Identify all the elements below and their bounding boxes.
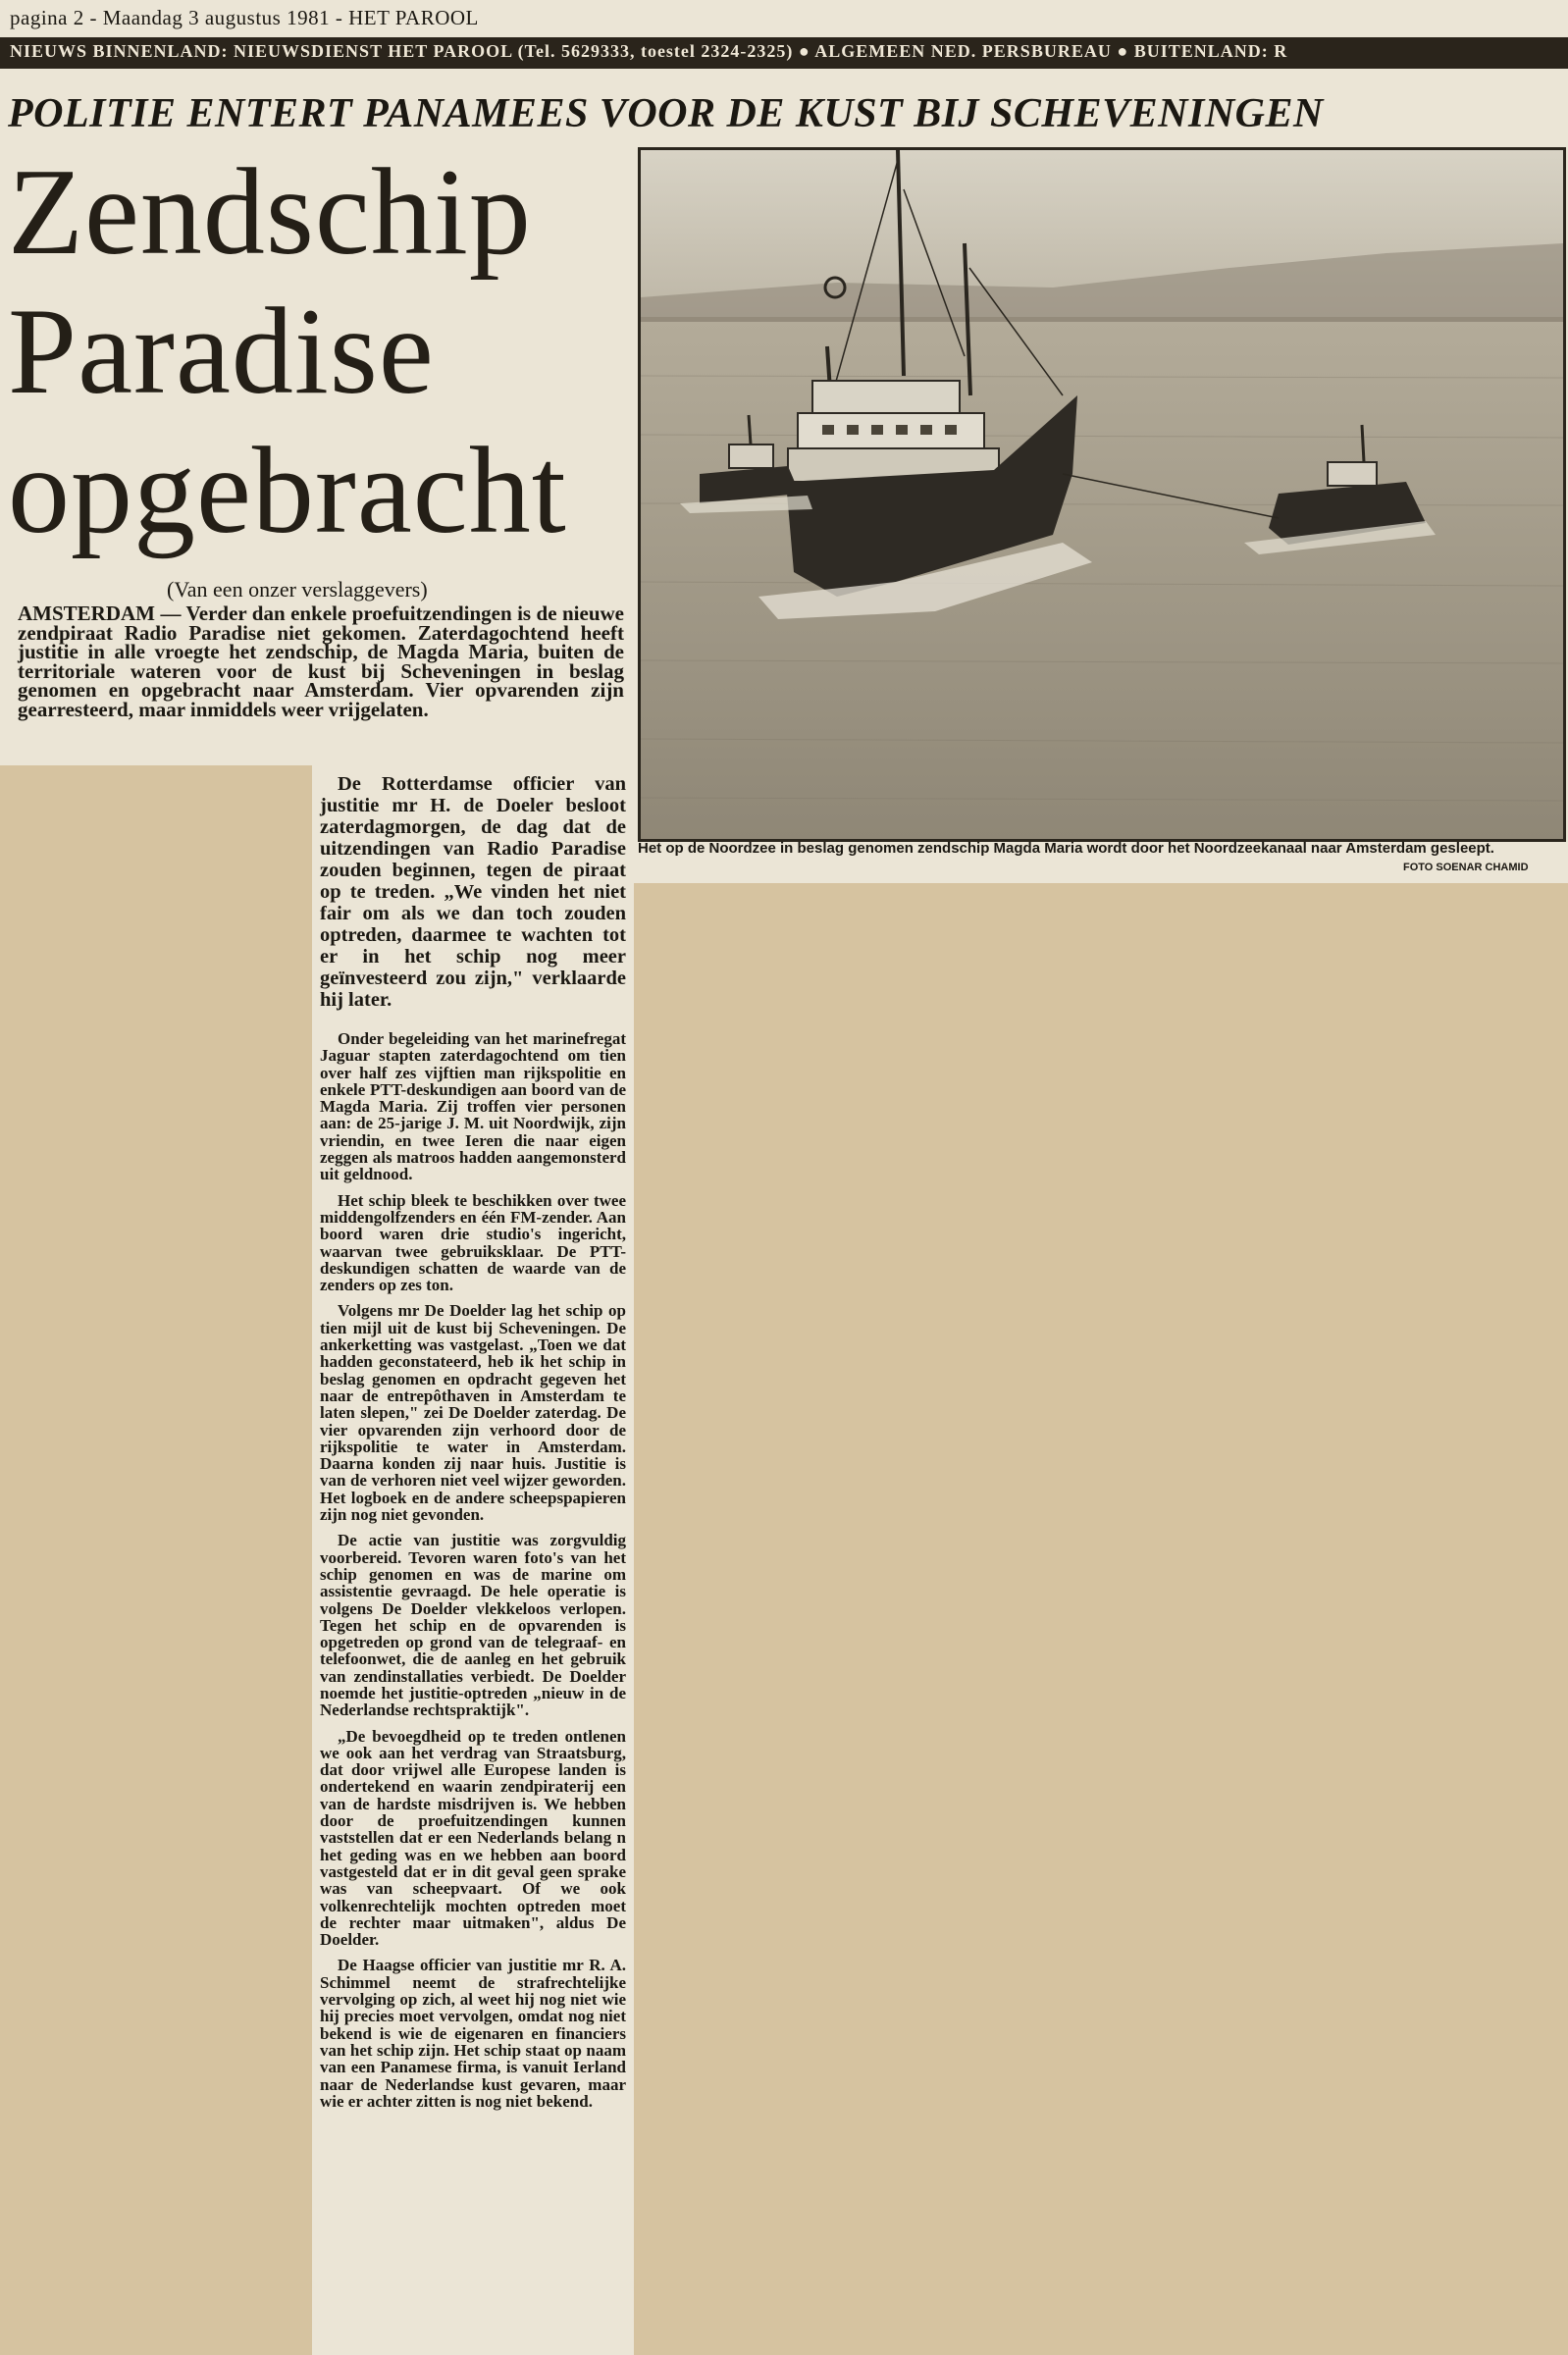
body-paragraph: De Haagse officier van justitie mr R. A. Schimmel neemt de strafrechtelijke vervolging op zich, al weet hij nog niet wie hij precies moet vervolgen, omdat nog niet bekend is wie de eigenaren en financiers van het schip zijn. Het schip staat op naam van een Panamese firma, is vanuit Ierland naar de Nederlandse kust gevaren, maar wie er achter zitten is nog niet bekend. (320, 1956, 626, 2111)
news-photo (638, 147, 1566, 842)
main-headline (8, 143, 626, 561)
body-paragraph: Volgens mr De Doelder lag het schip op tien mijl uit de kust bij Scheveningen. De ankerketting was vastgelast. „Toen we dat hadden geconstateerd, heb ik het schip in beslag genomen en opdracht gegeven het naar de entrepôthaven in Amsterdam te laten slepen," zei De Doelder zaterdag. De vier opvarenden zijn verhoord door de rijkspolitie te water in Amsterdam. Daarna konden zij naar huis. Justitie is van de verhoren niet veel wijzer geworden. Het logboek en de andere scheepspapieren zijn nog niet gevonden. (320, 1301, 626, 1525)
lead-paragraph: AMSTERDAM — Verder dan enkele proefuitzendingen is de nieuwe zendpiraat Radio Paradise niet gekomen. Zaterdagochtend heeft justitie in alle vroegte het zendschip, de Magda Maria, buiten de territoriale wateren voor de kust bij Scheveningen in beslag genomen en opgebracht naar Amsterdam. Vier opvarenden zijn gearresteerd, maar inmiddels weer vrijgelaten. (18, 602, 624, 721)
body-paragraph: „De bevoegdheid op te treden ontlenen we ook aan het verdrag van Straatsburg, dat door vrijwel alle Europese landen is ondertekend en waarin zendpiraterij een van de hardste misdrijven is. We hebben door de proefuitzendingen kunnen vaststellen dat er een Nederlands belang n het geding was en we hebben aan boord vastgesteld dat er in dit geval geen sprake was van scheepvaart. Of we ook volkenrechtelijk mochten optreden moet de rechter maar uitmaken", aldus De Doelder. (320, 1726, 626, 1950)
body-paragraph: Het schip bleek te beschikken over twee middengolfzenders en één FM-zender. Aan boord waren drie studio's ingericht, waarvan twee gebruiksklaar. De PTT-deskundigen schatten de waarde van de zenders op zes ton. (320, 1190, 626, 1295)
section-bar-text: NIEUWS BINNENLAND: NIEUWSDIENST HET PAROOL (Tel. 5629333, toestel 2324-2325) ● ALGEMEEN NED. PERSBUREAU ● BUITENLAND: R (10, 41, 1288, 61)
body-paragraph: De actie van justitie was zorgvuldig voorbereid. Tevoren waren foto's van het schip genomen en was de marine om assistentie gevraagd. De hele operatie is volgens De Doelder vlekkeloos verlopen. Tegen het schip en de opvarenden is opgetreden op grond van de telegraaf- en telefoonwet, die de aanleg en het gebruik van zendinstallaties verbiedt. De Doelder noemde het justitie-optreden „nieuw in de Nederlandse rechtspraktijk". (320, 1531, 626, 1720)
photo-credit: FOTO SOENAR CHAMID (1403, 862, 1529, 873)
headline-line-2: Paradise (8, 284, 435, 420)
headline-line-3: opgebracht (8, 423, 567, 559)
body-paragraph: Onder begeleiding van het marinefregat Jaguar stapten zaterdagochtend om tien over half zes vijftien man rijkspolitie en enkele PTT-deskundigen aan boord van de Magda Maria. Zij troffen vier personen aan: de 25-jarige J. M. uit Noordwijk, zijn vriendin, en twee Ieren die naar eigen zeggen als matroos hadden aangemonsterd uit geldnood. (320, 1029, 626, 1184)
body-paragraph: De Rotterdamse officier van justitie mr H. de Doeler besloot zaterdagmorgen, de dag dat de uitzendingen van Radio Paradise zouden beginnen, tegen de piraat op te treden. „We vinden het niet fair om als we dan toch zouden optreden, daarmee te wachten tot er in het schip nog meer geïnvesteerd zou zijn," verklaarde hij later. (320, 773, 626, 1011)
headline-line-1: Zendschip (8, 144, 532, 281)
article-body-column (320, 773, 626, 2119)
ship-photo-illustration (641, 150, 1563, 839)
kicker-headline: POLITIE ENTERT PANAMEES VOOR DE KUST BIJ SCHEVENINGEN (8, 91, 1324, 136)
sea (641, 322, 1563, 839)
photo-caption: Het op de Noordzee in beslag genomen zendschip Magda Maria wordt door het Noordzeekanaal naar Amsterdam gesleept. (638, 840, 1494, 857)
byline: (Van een onzer verslaggevers) (167, 577, 428, 602)
page-folio: pagina 2 - Maandag 3 augustus 1981 - HET PAROOL (10, 6, 479, 29)
